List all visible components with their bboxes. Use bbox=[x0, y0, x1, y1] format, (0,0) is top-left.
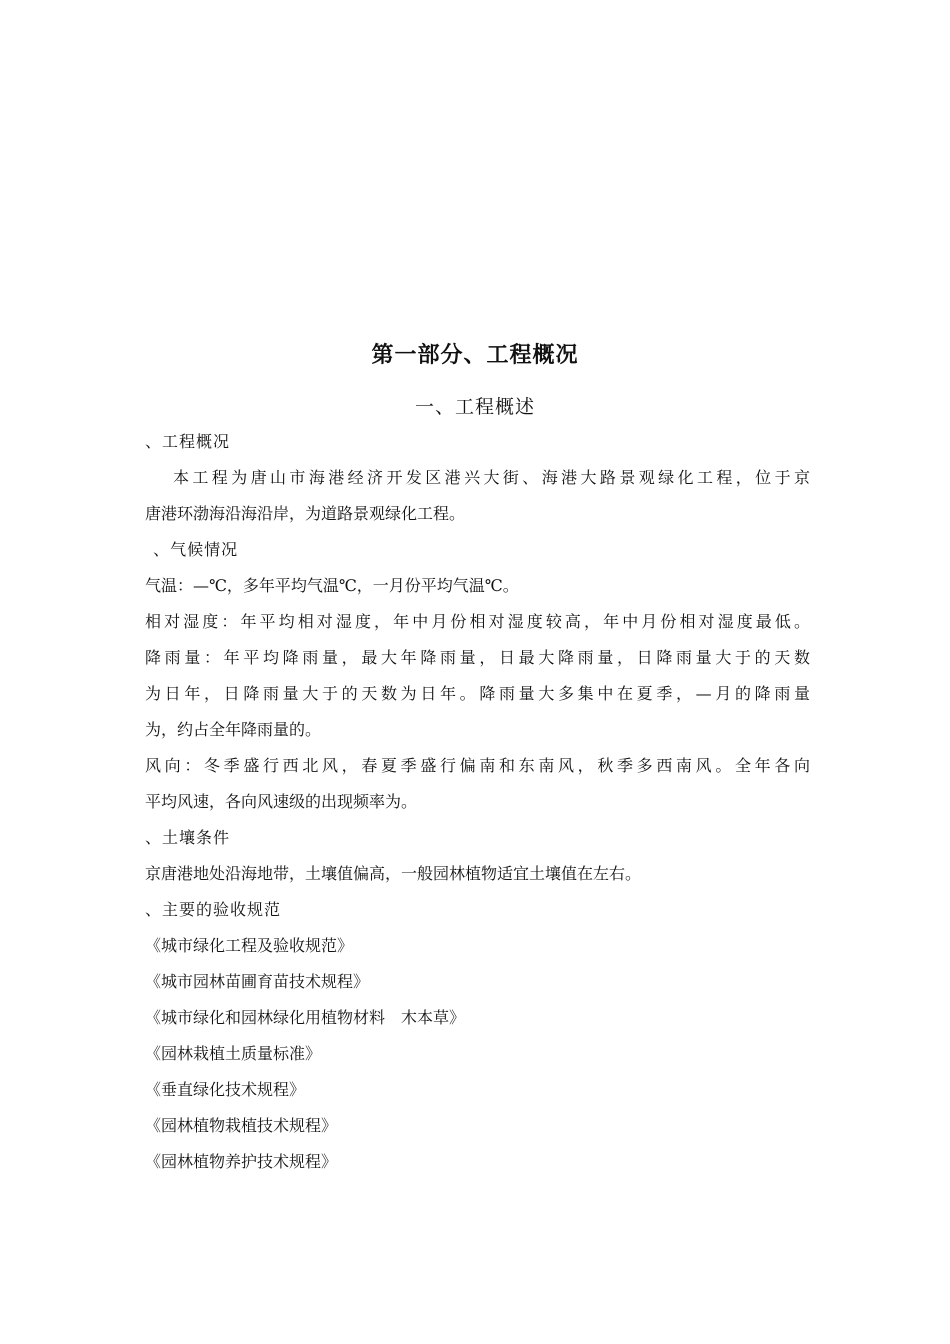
standard-item: 《园林植物栽植技术规程》 bbox=[145, 1116, 338, 1135]
standards-heading: 、主要的验收规范 bbox=[145, 900, 282, 919]
paragraph-line: 为日年，日降雨量大于的天数为日年。降雨量大多集中在夏季，—月的降雨量 bbox=[145, 684, 810, 703]
paragraph-line: 为，约占全年降雨量的。 bbox=[145, 720, 322, 739]
standard-item: 《城市绿化和园林绿化用植物材料 木本草》 bbox=[145, 1008, 466, 1027]
standard-item: 《垂直绿化技术规程》 bbox=[145, 1080, 306, 1099]
standard-item: 《园林栽植土质量标准》 bbox=[145, 1044, 322, 1063]
paragraph-line: 相对湿度：年平均相对湿度，年中月份相对湿度较高，年中月份相对湿度最低。 bbox=[145, 612, 810, 631]
paragraph-line: 平均风速，各向风速级的出现频率为。 bbox=[145, 792, 418, 811]
paragraph-line: 气温：—℃，多年平均气温℃，一月份平均气温℃。 bbox=[145, 576, 519, 595]
overview-heading: 、工程概况 bbox=[145, 432, 231, 451]
climate-heading: 、气候情况 bbox=[147, 540, 239, 559]
section-subtitle: 一、工程概述 bbox=[414, 396, 535, 418]
paragraph-line: 唐港环渤海沿海沿岸，为道路景观绿化工程。 bbox=[145, 504, 466, 523]
paragraph-line: 风向：冬季盛行西北风，春夏季盛行偏南和东南风，秋季多西南风。全年各向 bbox=[145, 756, 810, 775]
paragraph-line: 京唐港地处沿海地带，土壤值偏高，一般园林植物适宜土壤值在左右。 bbox=[145, 864, 642, 883]
standard-item: 《园林植物养护技术规程》 bbox=[145, 1152, 338, 1171]
standard-item: 《城市园林苗圃育苗技术规程》 bbox=[145, 972, 370, 991]
page-title: 第一部分、工程概况 bbox=[371, 342, 579, 368]
paragraph-line: 本工程为唐山市海港经济开发区港兴大街、海港大路景观绿化工程，位于京 bbox=[173, 468, 810, 487]
document-body bbox=[145, 424, 810, 1180]
soil-heading: 、土壤条件 bbox=[145, 828, 231, 847]
paragraph-line: 降雨量：年平均降雨量，最大年降雨量，日最大降雨量，日降雨量大于的天数 bbox=[145, 648, 810, 667]
standard-item: 《城市绿化工程及验收规范》 bbox=[145, 936, 354, 955]
